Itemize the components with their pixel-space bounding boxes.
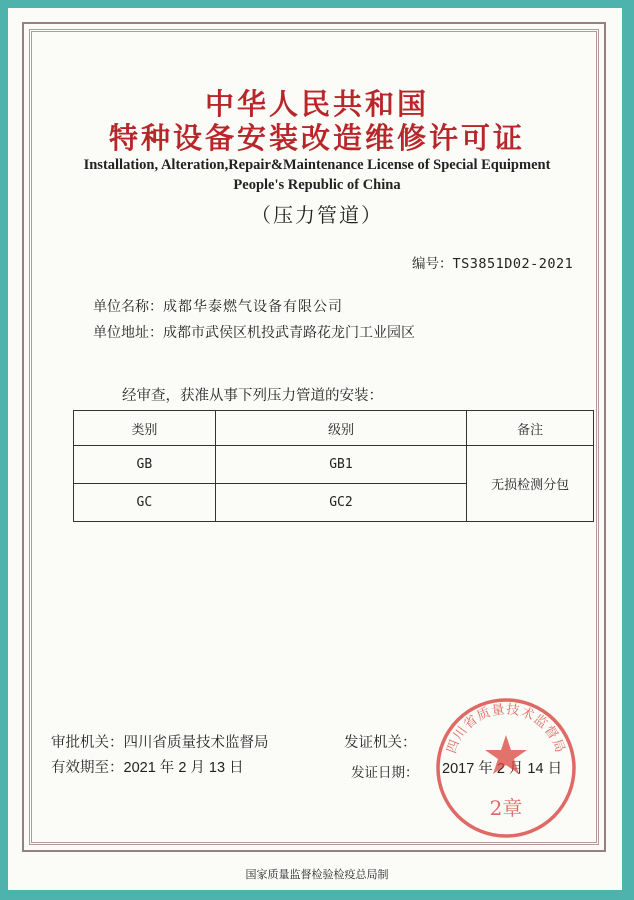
- license-number-value: TS3851D02-2021: [452, 256, 574, 272]
- row-category: GB: [74, 446, 216, 484]
- approval-statement: 经审查，获准从事下列压力管道的安装：: [122, 388, 383, 404]
- license-scope-table: [73, 410, 594, 522]
- row-category: GC: [74, 484, 216, 522]
- license-number: [412, 252, 573, 272]
- unit-name-value: 成都华泰燃气设备有限公司: [163, 299, 343, 315]
- issuing-date-label: 发证日期：: [351, 765, 419, 781]
- unit-name: [93, 296, 343, 316]
- title-english-line2: People's Republic of China: [233, 177, 401, 193]
- seal-number: 2章: [489, 796, 523, 820]
- unit-address-label: 单位地址：: [93, 325, 163, 341]
- license-number-label: 编号：: [412, 256, 453, 272]
- header-category: 类别: [74, 411, 216, 446]
- row-remark: 无损检测分包: [467, 446, 594, 522]
- validity-value: 2021 年 2 月 13 日: [123, 760, 244, 776]
- title-license: 特种设备安装改造维修许可证: [108, 121, 525, 155]
- seal-star-icon: [485, 735, 527, 774]
- title-country: 中华人民共和国: [204, 87, 429, 121]
- header-remark: 备注: [467, 411, 594, 446]
- validity-label: 有效期至：: [51, 760, 124, 776]
- unit-address: [93, 322, 415, 342]
- approval-authority-label: 审批机关：: [51, 735, 124, 751]
- unit-address-value: 成都市武侯区机投武青路花龙门工业园区: [163, 325, 415, 341]
- approval-authority: [51, 731, 269, 752]
- subtitle-pressure-pipeline: （压力管道）: [251, 203, 383, 227]
- official-seal: [433, 695, 579, 841]
- validity: [51, 756, 244, 777]
- header-grade: 级别: [215, 411, 467, 446]
- row-grade: GB1: [215, 446, 467, 484]
- issuing-date-value: 2017 年 2 月 14 日: [442, 761, 563, 777]
- table-header-row: [74, 411, 594, 446]
- unit-name-label: 单位名称：: [93, 299, 163, 315]
- issuing-authority-label: 发证机关：: [344, 735, 417, 751]
- row-grade: GC2: [215, 484, 467, 522]
- title-english-line1: Installation, Alteration,Repair&Maintenance License of Special Equipment: [83, 157, 551, 173]
- footer-issuer: 国家质量监督检验检疫总局制: [245, 868, 389, 881]
- seal-text: 四川省质量技术监督局: [444, 702, 568, 756]
- approval-authority-value: 四川省质量技术监督局: [123, 735, 269, 751]
- table-row: [74, 446, 594, 484]
